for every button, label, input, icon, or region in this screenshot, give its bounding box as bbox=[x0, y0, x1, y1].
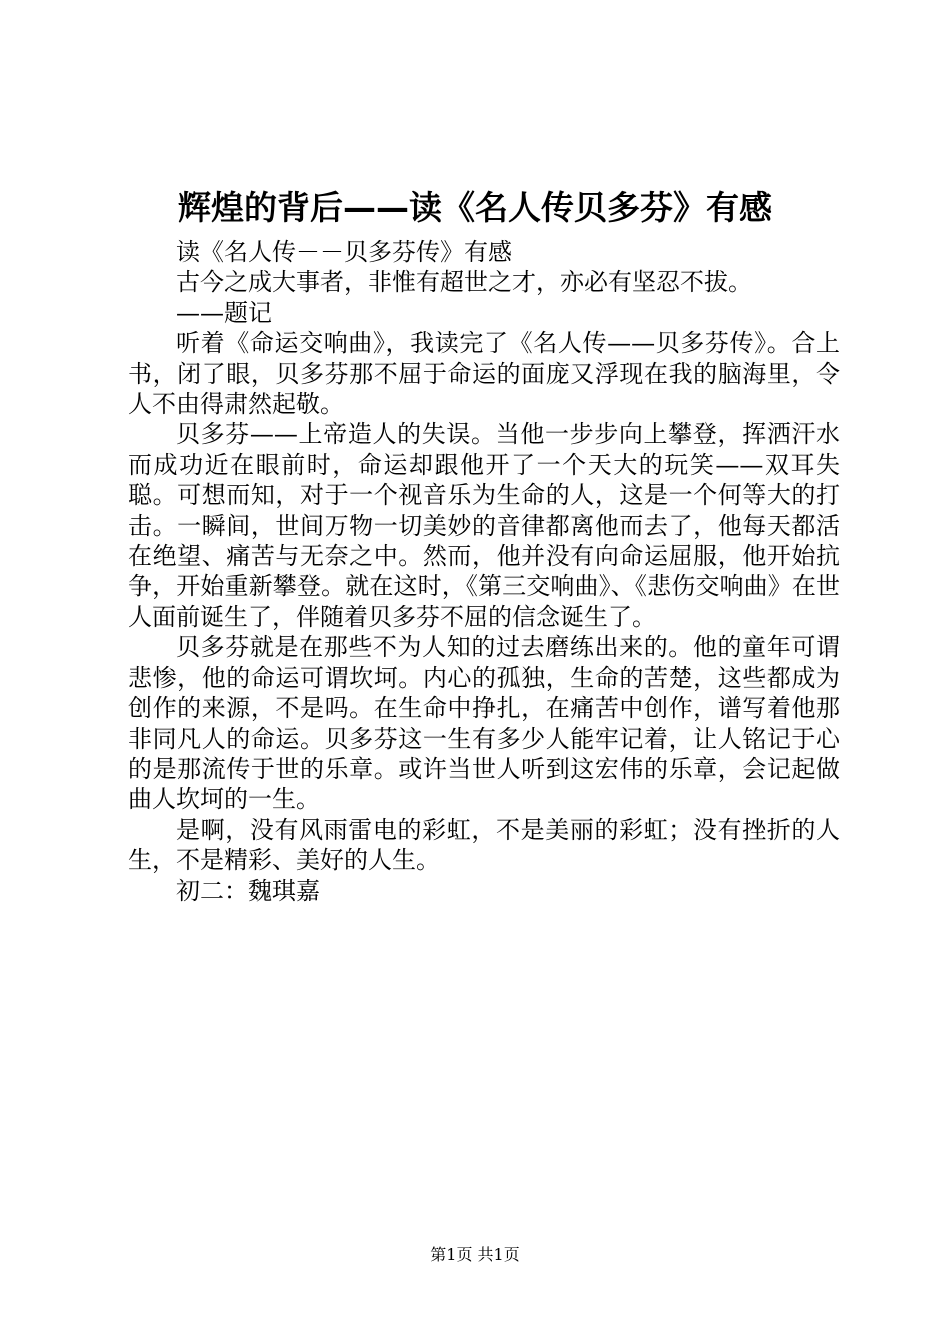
author-line: 初二：魏琪嘉 bbox=[176, 876, 320, 905]
epigraph-paragraph: 古今之成大事者，非惟有超世之才，亦必有坚忍不拔。 bbox=[176, 268, 752, 297]
document-title: 辉煌的背后——读《名人传贝多芬》有感 bbox=[178, 188, 772, 227]
body-paragraph: 贝多芬就是在那些不为人知的过去磨练出来的。他的童年可谓悲惨，他的命运可谓坎坷。内心的孤独，生命的苦楚，这些都成为创作的来源，不是吗。在生命中挣扎，在痛苦中创作，谱写着他那非同凡人的命运。贝多芬这一生有多少人能牢记着，让人铭记于心的是那流传于世的乐章。或许当世人听到这宏伟的乐章，会记起做曲人坎坷的一生。 bbox=[128, 633, 840, 814]
body-paragraph: 贝多芬——上帝造人的失误。当他一步步向上攀登，挥洒汗水而成功近在眼前时，命运却跟他开了一个天大的玩笑——双耳失聪。可想而知，对于一个视音乐为生命的人，这是一个何等大的打击。一瞬间，世间万物一切美妙的音律都离他而去了，他每天都活在绝望、痛苦与无奈之中。然而，他并没有向命运屈服，他开始抗争，开始重新攀登。就在这时，《第三交响曲》、《悲伤交响曲》在世人面前诞生了，伴随着贝多芬不屈的信念诞生了。 bbox=[128, 420, 840, 631]
document-body bbox=[128, 237, 840, 906]
body-paragraph: 是啊，没有风雨雷电的彩虹，不是美丽的彩虹；没有挫折的人生，不是精彩、美好的人生。 bbox=[128, 815, 840, 875]
page-footer: 第1页 共1页 bbox=[430, 1245, 520, 1264]
body-paragraph: 听着《命运交响曲》，我读完了《名人传——贝多芬传》。合上书，闭了眼，贝多芬那不屈于命运的面庞又浮现在我的脑海里，令人不由得肃然起敬。 bbox=[128, 329, 840, 419]
epigraph-attribution: ——题记 bbox=[176, 298, 272, 327]
subtitle-paragraph: 读《名人传－－贝多芬传》有感 bbox=[176, 238, 512, 266]
